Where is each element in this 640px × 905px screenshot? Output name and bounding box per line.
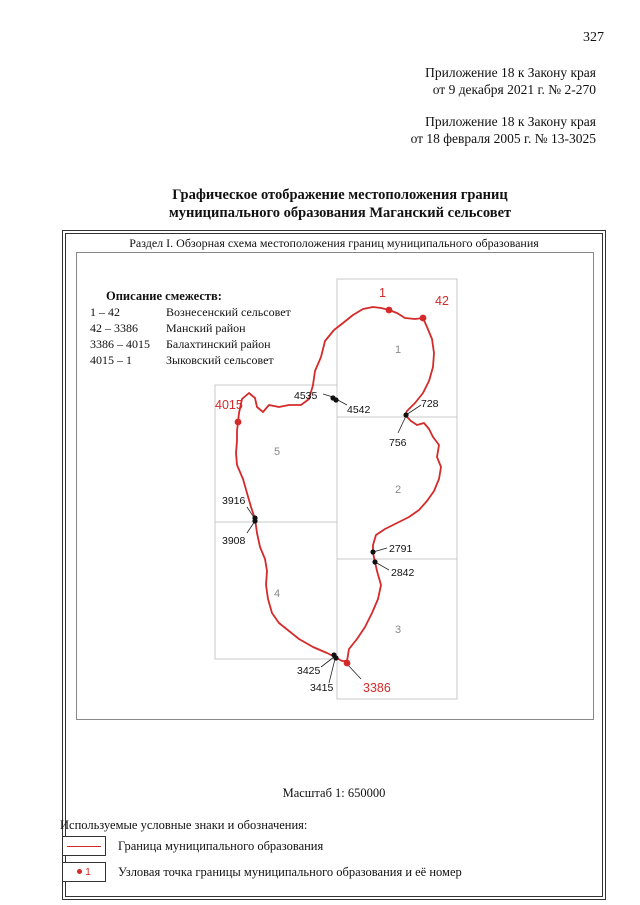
- node-point-swatch: [62, 862, 106, 882]
- legend-title: Используемые условные знаки и обозначения:: [60, 818, 308, 832]
- appendix-original-line-2: от 18 февраля 2005 г. № 13-3025: [410, 131, 596, 146]
- appendix-original-line-1: Приложение 18 к Закону края: [425, 114, 596, 129]
- document-title: [40, 186, 640, 222]
- adjacency-range: 1 – 42: [90, 305, 120, 319]
- legend-label-boundary: Граница муниципального образования: [118, 838, 324, 853]
- legend-node-sample: 1: [85, 866, 91, 878]
- adjacency-title: Описание смежеств:: [106, 289, 222, 303]
- adjacency-neighbor: Балахтинский район: [166, 337, 271, 351]
- key-point-label-4015: 4015: [215, 398, 243, 412]
- appendix-current: [300, 64, 596, 98]
- node-label-2791: 2791: [389, 543, 413, 555]
- sheet-numbers: [274, 344, 401, 636]
- red-line-icon: [67, 846, 101, 847]
- document-title-line-2: муниципального образования Маганский сельсовет: [168, 205, 512, 221]
- map-scale: Масштаб 1: 650000: [282, 786, 386, 800]
- node-labels: [222, 390, 439, 694]
- adjacency-neighbor: Вознесенский сельсовет: [166, 305, 291, 319]
- document-title-line-1: Графическое отображение местоположения границ: [172, 187, 508, 203]
- legend-item-node: [62, 860, 462, 884]
- appendix-current-line-1: Приложение 18 к Закону края: [425, 65, 596, 80]
- adjacency-range: 4015 – 1: [90, 353, 132, 367]
- node-label-4535: 4535: [294, 390, 318, 402]
- node-label-3916: 3916: [222, 495, 246, 507]
- boundary-line-swatch: [62, 836, 106, 856]
- adjacency-range: 3386 – 4015: [90, 337, 150, 351]
- adjacency-row: [90, 320, 291, 336]
- node-label-4542: 4542: [347, 404, 371, 416]
- node-label-728: 728: [421, 398, 439, 410]
- adjacency-range: 42 – 3386: [90, 321, 138, 335]
- key-point-label-3386: 3386: [363, 681, 391, 695]
- sheet-number-1: 1: [395, 344, 402, 356]
- node-label-2842: 2842: [391, 567, 415, 579]
- sheet-number-3: 3: [395, 624, 402, 636]
- sheet-number-5: 5: [274, 446, 281, 458]
- legend-item-boundary: [62, 834, 323, 858]
- adjacency-description: [90, 288, 291, 368]
- red-dot-icon: [77, 867, 91, 878]
- appendix-original: [300, 113, 596, 147]
- adjacency-row: [90, 304, 291, 320]
- adjacency-neighbor: Манский район: [166, 321, 246, 335]
- key-point-label-1: 1: [379, 286, 386, 300]
- appendix-current-line-2: от 9 декабря 2021 г. № 2-270: [432, 82, 596, 97]
- node-label-3908: 3908: [222, 535, 246, 547]
- sheet-number-4: 4: [274, 588, 281, 600]
- legend-label-node: Узловая точка границы муниципального образования и её номер: [118, 864, 462, 879]
- node-label-3415: 3415: [310, 682, 334, 694]
- node-label-756: 756: [389, 437, 407, 449]
- adjacency-row: [90, 352, 291, 368]
- key-point-label-42: 42: [435, 294, 449, 308]
- adjacency-row: [90, 336, 291, 352]
- sheet-number-2: 2: [395, 484, 402, 496]
- page-number: 327: [583, 30, 604, 45]
- node-label-3425: 3425: [297, 665, 321, 677]
- adjacency-neighbor: Зыковский сельсовет: [166, 353, 274, 367]
- section-title: Раздел I. Обзорная схема местоположения границ муниципального образования: [129, 236, 539, 250]
